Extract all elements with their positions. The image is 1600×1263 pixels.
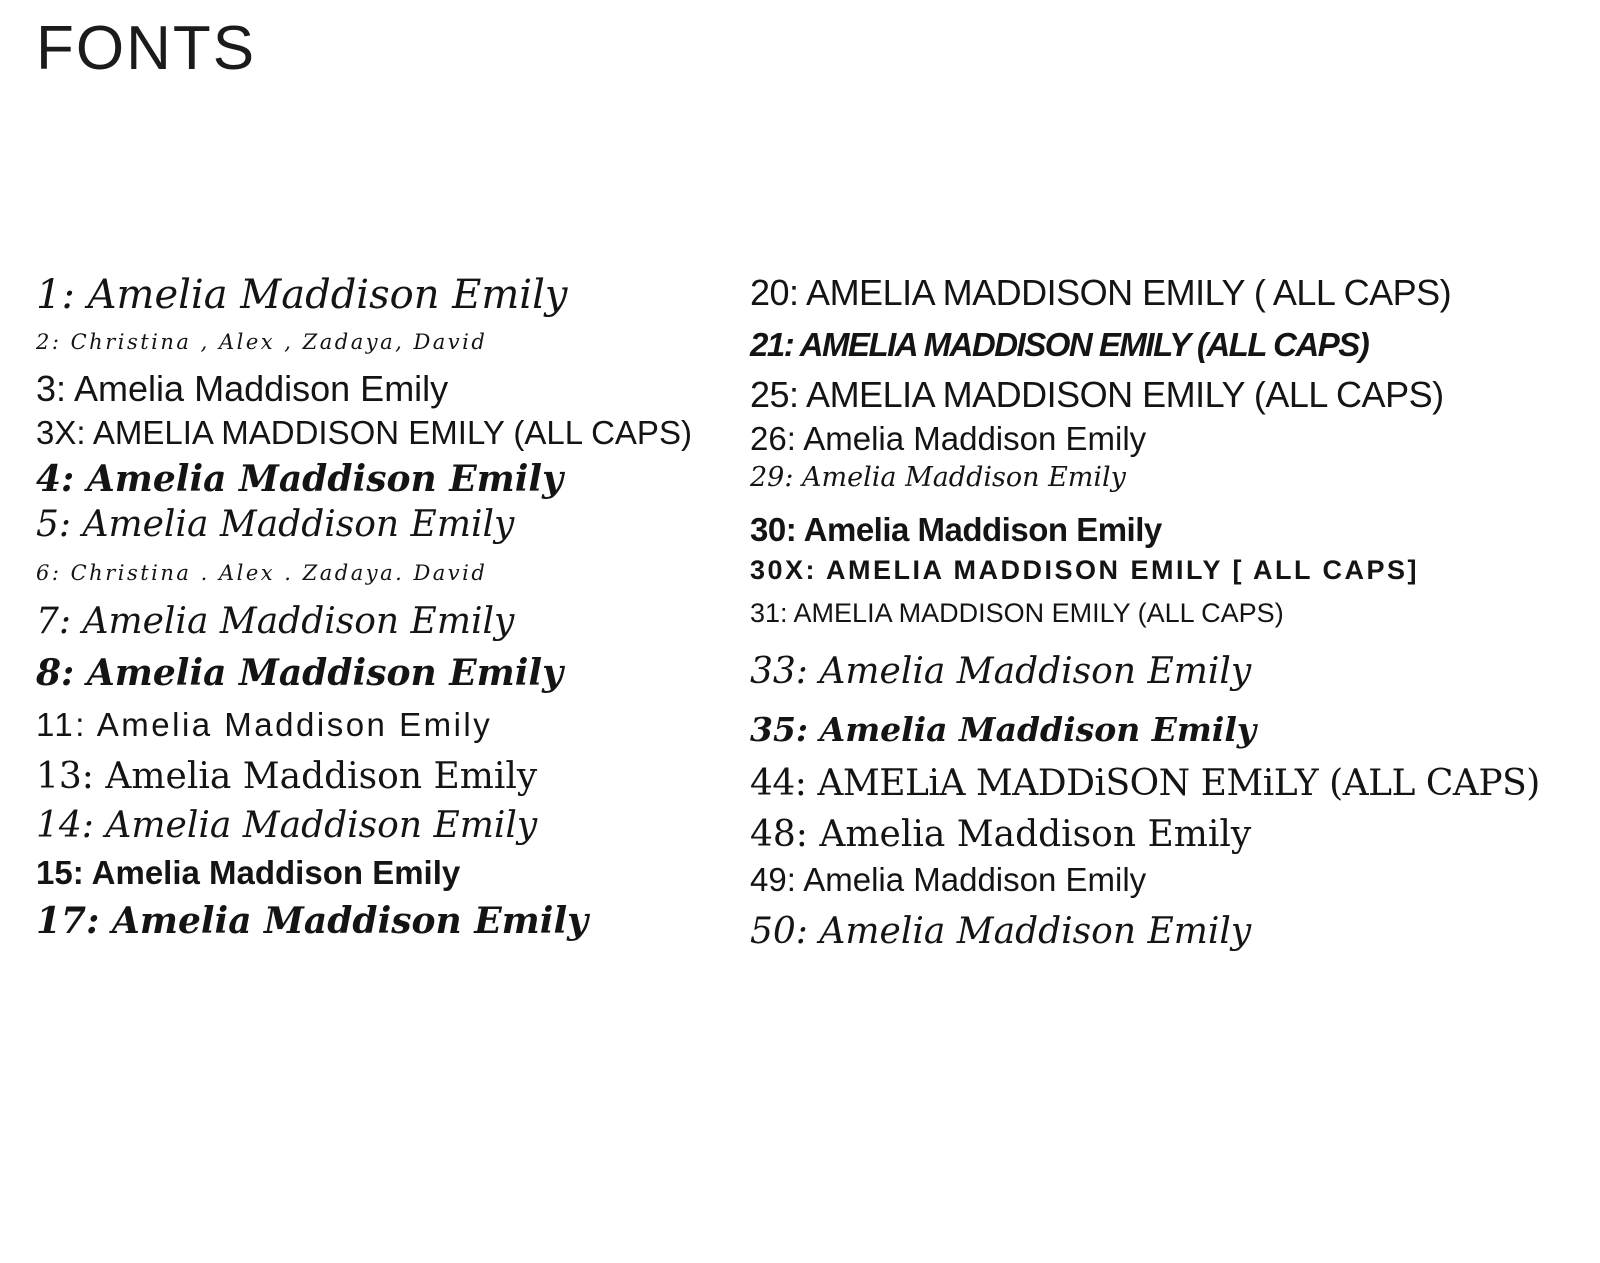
font-sample-21: 21: AMELIA MADDISON EMILY (ALL CAPS) <box>750 326 1369 363</box>
font-sample-26: 26: Amelia Maddison Emily <box>750 420 1147 457</box>
font-sample-30: 30: Amelia Maddison Emily <box>750 511 1162 548</box>
font-sample-13: 13: Amelia Maddison Emily <box>36 756 538 797</box>
font-list-right <box>740 272 1600 958</box>
font-sample-50: 50: Amelia Maddison Emily <box>750 911 1252 952</box>
font-sample-3X: 3X: AMELIA MADDISON EMILY (ALL CAPS) <box>36 414 692 451</box>
font-sample-2: 2: Christina , Alex , Zadaya, David <box>36 330 488 354</box>
font-sample-30X: 30X: AMELIA MADDISON EMILY [ ALL CAPS] <box>750 555 1420 585</box>
font-sample-33: 33: Amelia Maddison Emily <box>750 651 1252 692</box>
font-sample-14: 14: Amelia Maddison Emily <box>36 805 538 846</box>
font-sample-44: 44: AMELiA MADDiSON EMiLY (ALL CAPS) <box>750 763 1540 804</box>
page-title: FONTS <box>36 14 257 83</box>
font-sample-7: 7: Amelia Maddison Emily <box>36 601 515 642</box>
font-sample-6: 6: Christina . Alex . Zadaya. David <box>36 561 488 585</box>
font-sample-48: 48: Amelia Maddison Emily <box>750 814 1252 855</box>
font-sample-15: 15: Amelia Maddison Emily <box>36 854 461 891</box>
font-sample-17: 17: Amelia Maddison Emily <box>36 900 589 942</box>
font-sample-4: 4: Amelia Maddison Emily <box>36 458 563 500</box>
font-sample-1: 1: Amelia Maddison Emily <box>36 272 568 318</box>
font-sample-20: 20: AMELIA MADDISON EMILY ( ALL CAPS) <box>750 272 1452 313</box>
font-sample-25: 25: AMELIA MADDISON EMILY (ALL CAPS) <box>750 374 1444 415</box>
font-sample-31: 31: AMELIA MADDISON EMILY (ALL CAPS) <box>750 598 1284 628</box>
font-sample-35: 35: Amelia Maddison Emily <box>750 710 1257 749</box>
font-sample-columns <box>0 272 1600 958</box>
font-sample-3: 3: Amelia Maddison Emily <box>36 368 449 409</box>
font-sample-11: 11: Amelia Maddison Emily <box>36 706 493 743</box>
font-sample-49: 49: Amelia Maddison Emily <box>750 861 1147 898</box>
font-list-left <box>0 272 740 950</box>
font-sample-5: 5: Amelia Maddison Emily <box>36 504 515 545</box>
font-sample-8: 8: Amelia Maddison Emily <box>36 652 563 694</box>
font-sample-29: 29: Amelia Maddison Emily <box>750 462 1126 493</box>
